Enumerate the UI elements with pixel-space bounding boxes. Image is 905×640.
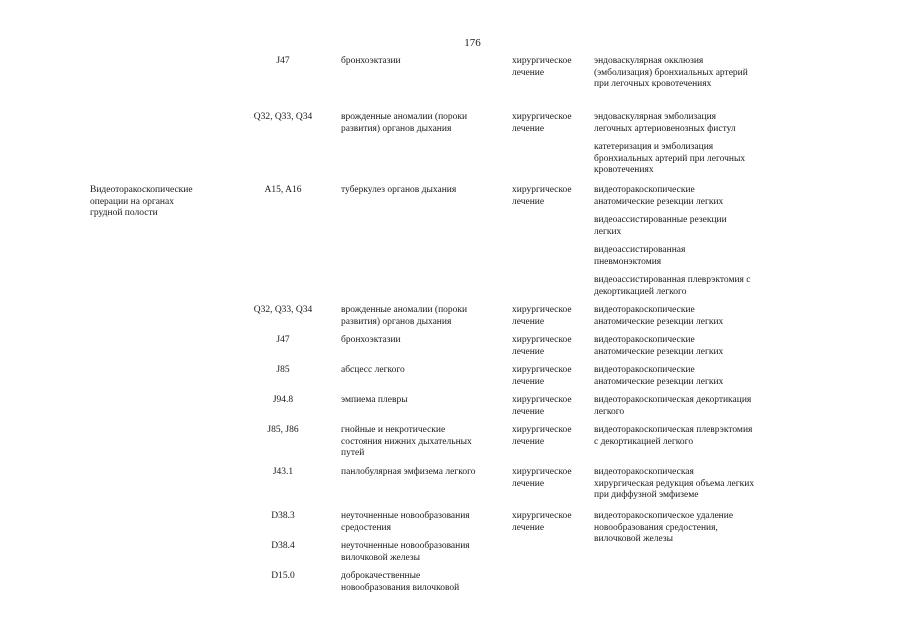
icd-code: D38.3 xyxy=(271,511,295,521)
treatment-line: хирургическое xyxy=(512,112,572,122)
disease-line: бронхоэктазии xyxy=(341,56,401,66)
method-line: видеоторакоскопическое удаление xyxy=(594,511,734,521)
disease-cell xyxy=(341,185,501,197)
disease-cell xyxy=(341,335,501,347)
icd-code: J47 xyxy=(276,56,290,66)
section-title xyxy=(90,185,220,220)
method-line: видеоторакоскопические xyxy=(594,365,695,375)
method-line: видеоторакоскопическая декортикация xyxy=(594,395,752,405)
treatment-line: лечение xyxy=(512,436,545,447)
disease-line: эмпиема плевры xyxy=(341,395,408,405)
disease-line: гнойные и некротические xyxy=(341,425,446,435)
disease-cell xyxy=(341,395,501,407)
icd-code: J47 xyxy=(276,335,290,345)
method-line: при диффузной эмфиземе xyxy=(594,490,699,500)
disease-line: туберкулез органов дыхания xyxy=(341,185,457,195)
method-line: эндоваскулярная эмболизация xyxy=(594,112,717,122)
method-line: видеоассистированные резекции xyxy=(594,215,727,225)
method-line: (эмболизация) бронхиальных артерий xyxy=(594,67,748,78)
disease-line: бронхоэктазии xyxy=(341,335,401,345)
method-cell xyxy=(594,365,794,388)
section-title-line: грудной полости xyxy=(90,208,158,218)
treatment-line: хирургическое xyxy=(512,467,572,477)
icd-code: J85, J86 xyxy=(267,425,299,435)
disease-line: новообразования вилочковой xyxy=(341,582,460,593)
treatment-line: лечение xyxy=(512,346,545,357)
disease-line: развития) органов дыхания xyxy=(341,316,452,327)
disease-line: средостения xyxy=(341,522,392,533)
treatment-line: хирургическое xyxy=(512,511,572,521)
method-line: видеоассистированная плеврэктомия с xyxy=(594,275,751,285)
disease-cell xyxy=(341,467,501,479)
method-cell xyxy=(594,215,794,238)
treatment-line: лечение xyxy=(512,196,545,207)
treatment-cell xyxy=(512,185,590,208)
method-line: легкого xyxy=(594,406,625,417)
disease-line: панлобулярная эмфизема легкого xyxy=(341,467,476,477)
section-title-line: операции на органах xyxy=(90,196,174,207)
treatment-cell xyxy=(512,467,590,490)
method-cell xyxy=(594,467,794,502)
method-line: бронхиальных артерий при легочных xyxy=(594,153,746,164)
treatment-cell xyxy=(512,56,590,79)
method-cell xyxy=(594,425,794,448)
treatment-line: хирургическое xyxy=(512,185,572,195)
treatment-cell xyxy=(512,335,590,358)
treatment-line: лечение xyxy=(512,123,545,134)
method-cell xyxy=(594,245,794,268)
disease-line: развития) органов дыхания xyxy=(341,123,452,134)
page-number: 176 xyxy=(464,37,481,49)
disease-cell xyxy=(341,511,501,534)
method-line: анатомические резекции легких xyxy=(594,316,724,327)
treatment-line: хирургическое xyxy=(512,305,572,315)
icd-code: A15, A16 xyxy=(264,185,302,195)
method-line: анатомические резекции легких xyxy=(594,346,724,357)
method-line: анатомические резекции легких xyxy=(594,376,724,387)
method-line: видеоторакоскопическая плеврэктомия xyxy=(594,425,753,435)
method-line: видеоторакоскопическая xyxy=(594,467,694,477)
treatment-line: лечение xyxy=(512,316,545,327)
method-line: катетеризация и эмболизация xyxy=(594,142,714,152)
disease-line: врожденные аномалии (пороки xyxy=(341,112,468,122)
treatment-line: лечение xyxy=(512,376,545,387)
disease-cell xyxy=(341,541,501,564)
method-line: кровотечениях xyxy=(594,165,654,175)
method-line: пневмонэктомия xyxy=(594,256,662,267)
method-cell xyxy=(594,112,794,135)
method-line: вилочковой железы xyxy=(594,534,673,544)
method-cell xyxy=(594,142,794,177)
disease-line: вилочковой железы xyxy=(341,552,420,563)
treatment-cell xyxy=(512,425,590,448)
treatment-cell xyxy=(512,511,590,534)
method-cell xyxy=(594,56,794,91)
disease-line: путей xyxy=(341,448,365,458)
icd-code: D15.0 xyxy=(271,571,295,581)
method-cell xyxy=(594,335,794,358)
method-line: при легочных кровотечениях xyxy=(594,79,712,89)
treatment-line: хирургическое xyxy=(512,395,572,405)
section-title-line: Видеоторакоскопические xyxy=(90,185,193,195)
icd-code: J43.1 xyxy=(272,467,294,477)
method-line: декортикацией легкого xyxy=(594,286,687,297)
disease-cell xyxy=(341,425,501,460)
method-cell xyxy=(594,275,794,298)
disease-cell xyxy=(341,305,501,328)
treatment-cell xyxy=(512,365,590,388)
method-cell xyxy=(594,395,794,418)
treatment-line: хирургическое xyxy=(512,335,572,345)
method-line: анатомические резекции легких xyxy=(594,196,724,207)
treatment-line: лечение xyxy=(512,67,545,78)
method-cell xyxy=(594,511,794,546)
disease-line: доброкачественные xyxy=(341,571,421,581)
method-line: видеоторакоскопические xyxy=(594,185,695,195)
method-line: с декортикацией легкого xyxy=(594,436,694,447)
method-cell xyxy=(594,305,794,328)
method-cell xyxy=(594,185,794,208)
icd-code: J94.8 xyxy=(272,395,294,405)
disease-cell xyxy=(341,365,501,377)
disease-cell xyxy=(341,571,501,594)
icd-code: Q32, Q33, Q34 xyxy=(253,305,313,315)
treatment-line: хирургическое xyxy=(512,56,572,66)
treatment-line: хирургическое xyxy=(512,425,572,435)
disease-line: неуточненные новообразования xyxy=(341,511,470,521)
disease-line: неуточненные новообразования xyxy=(341,541,470,551)
disease-line: абсцесс легкого xyxy=(341,365,405,375)
treatment-line: хирургическое xyxy=(512,365,572,375)
method-line: видеоассистированная xyxy=(594,245,686,255)
treatment-line: лечение xyxy=(512,522,545,533)
treatment-cell xyxy=(512,395,590,418)
icd-code: D38.4 xyxy=(271,541,295,551)
method-line: видеоторакоскопические xyxy=(594,305,695,315)
icd-code: Q32, Q33, Q34 xyxy=(253,112,313,122)
method-line: новообразования средостения, xyxy=(594,522,718,533)
method-line: легких xyxy=(594,226,622,237)
disease-cell xyxy=(341,56,501,68)
method-line: эндоваскулярная окклюзия xyxy=(594,56,704,66)
icd-code: J85 xyxy=(276,365,290,375)
method-line: видеоторакоскопические xyxy=(594,335,695,345)
disease-line: врожденные аномалии (пороки xyxy=(341,305,468,315)
method-line: хирургическая редукция объема легких xyxy=(594,478,755,489)
treatment-line: лечение xyxy=(512,478,545,489)
disease-line: состояния нижних дыхательных xyxy=(341,436,472,447)
treatment-cell xyxy=(512,305,590,328)
disease-cell xyxy=(341,112,501,135)
treatment-line: лечение xyxy=(512,406,545,417)
treatment-cell xyxy=(512,112,590,135)
method-line: легочных артериовенозных фистул xyxy=(594,123,736,134)
